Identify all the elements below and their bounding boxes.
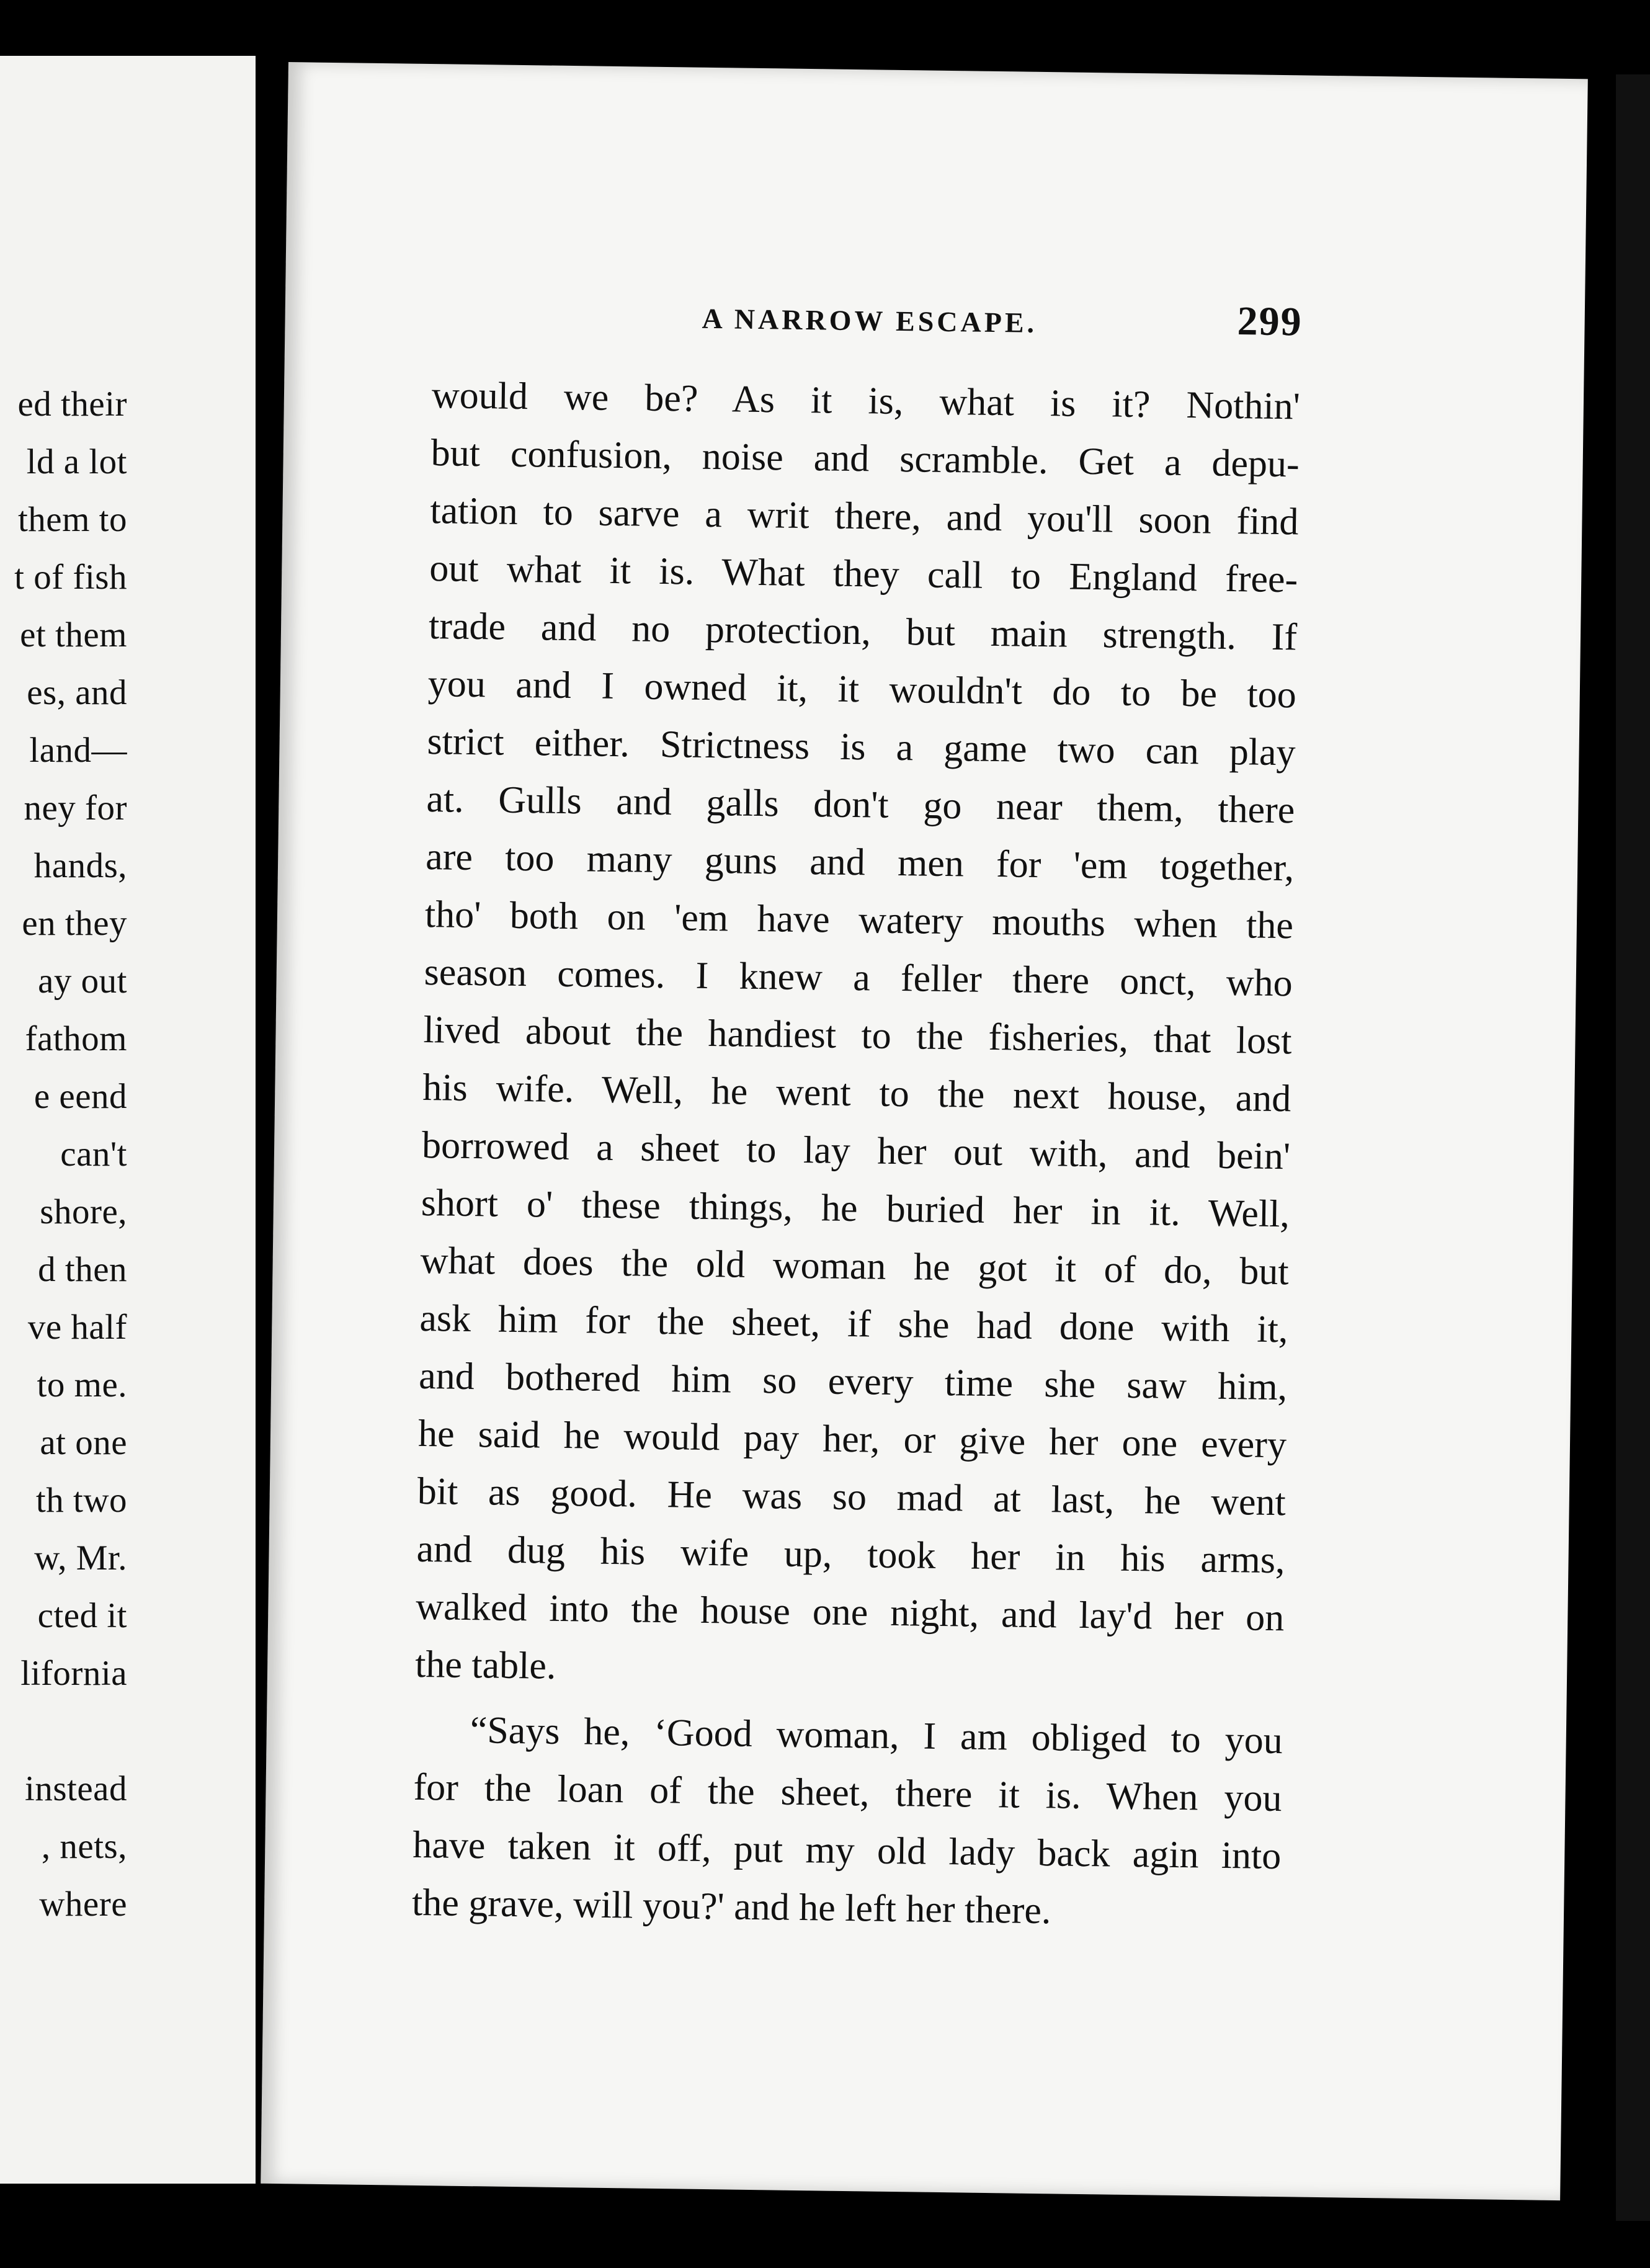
text-line: “Says he, ‘Good woman, I am obliged to you xyxy=(470,1709,1283,1762)
fragment-line: cted it xyxy=(37,1596,127,1635)
text-line: would we be? As it is, what is it? Nothin' xyxy=(431,374,1301,428)
fragment-line: them to xyxy=(17,500,127,539)
fragment-line: at one xyxy=(40,1423,127,1462)
fragment-line: hands, xyxy=(33,846,127,885)
running-head: A NARROW ESCAPE. xyxy=(702,302,1038,339)
fragment-line: where xyxy=(39,1885,127,1924)
previous-page-text xyxy=(0,375,127,1933)
text-line: but confusion, noise and scramble. Get a depu- xyxy=(430,432,1300,486)
text-line: bit as good. He was so mad at last, he went xyxy=(417,1470,1287,1524)
text-line: are too many guns and men for 'em together, xyxy=(425,836,1295,890)
text-line: have taken it off, put my old lady back agin into xyxy=(412,1823,1282,1878)
text-line: he said he would pay her, or give her one every xyxy=(417,1412,1287,1467)
text-line: and bothered him so every time she saw him, xyxy=(418,1354,1288,1409)
text-line: you and I owned it, it wouldn't do to be too xyxy=(427,663,1297,717)
text-line: and dug his wife up, took her in his arms, xyxy=(416,1527,1285,1582)
fragment-line: can't xyxy=(60,1135,127,1174)
text-line: tho' both on 'em have watery mouths when the xyxy=(424,893,1294,947)
fragment-line: lifornia xyxy=(20,1654,127,1693)
page-body xyxy=(412,367,1301,1943)
fragment-line: e eend xyxy=(33,1077,127,1116)
text-line: short o' these things, he buried her in it. Well, xyxy=(421,1181,1290,1236)
text-line: the table. xyxy=(414,1643,556,1687)
fragment-line: es, and xyxy=(27,673,127,712)
text-line: at. Gulls and galls don't go near them, there xyxy=(426,778,1295,832)
fragment-line: to me. xyxy=(37,1365,127,1404)
text-line: lived about the handiest to the fisheries, that lost xyxy=(423,1008,1292,1063)
page-edge xyxy=(1616,74,1650,2221)
fragment-line: th two xyxy=(35,1481,127,1520)
paragraph-2 xyxy=(412,1701,1283,1943)
fragment-line: land— xyxy=(29,731,127,770)
text-line: the grave, will you?' and he left her there. xyxy=(411,1881,1051,1932)
fragment-line: ld a lot xyxy=(26,442,127,481)
text-line: season comes. I knew a feller there onct, who xyxy=(424,950,1293,1005)
fragment-line: ney for xyxy=(24,788,127,828)
fragment-line: , nets, xyxy=(41,1827,127,1866)
current-page xyxy=(261,62,1588,2200)
fragment-line: shore, xyxy=(40,1192,127,1231)
fragment-line: en they xyxy=(22,904,127,943)
page-number: 299 xyxy=(1237,298,1303,345)
fragment-line xyxy=(0,1702,127,1760)
text-line: out what it is. What they call to England free- xyxy=(429,547,1298,601)
fragment-line: w, Mr. xyxy=(34,1538,127,1578)
text-line: his wife. Well, he went to the next house, and xyxy=(422,1066,1291,1120)
text-line: strict either. Strictness is a game two can play xyxy=(427,720,1296,774)
text-line: trade and no protection, but main strength. If xyxy=(428,605,1298,659)
text-line: ask him for the sheet, if she had done with it, xyxy=(419,1297,1288,1351)
fragment-line: instead xyxy=(25,1769,127,1808)
fragment-line: et them xyxy=(20,615,127,654)
fragment-line: d then xyxy=(38,1250,127,1289)
text-line: borrowed a sheet to lay her out with, and bein' xyxy=(421,1123,1291,1178)
paragraph-1 xyxy=(415,367,1301,1705)
text-line: tation to sarve a writ there, and you'll soon find xyxy=(430,489,1299,543)
text-line: walked into the house one night, and lay'd her on xyxy=(415,1585,1285,1640)
fragment-line: fathom xyxy=(25,1019,127,1058)
fragment-line: ay out xyxy=(38,962,127,1001)
previous-page-fragment xyxy=(0,56,276,2184)
text-line: what does the old woman he got it of do, but xyxy=(420,1239,1290,1293)
text-line: for the loan of the sheet, there it is. When you xyxy=(413,1766,1282,1820)
fragment-line: ed their xyxy=(17,385,127,424)
fragment-line: t of fish xyxy=(14,558,127,597)
fragment-line: ve half xyxy=(27,1308,127,1347)
